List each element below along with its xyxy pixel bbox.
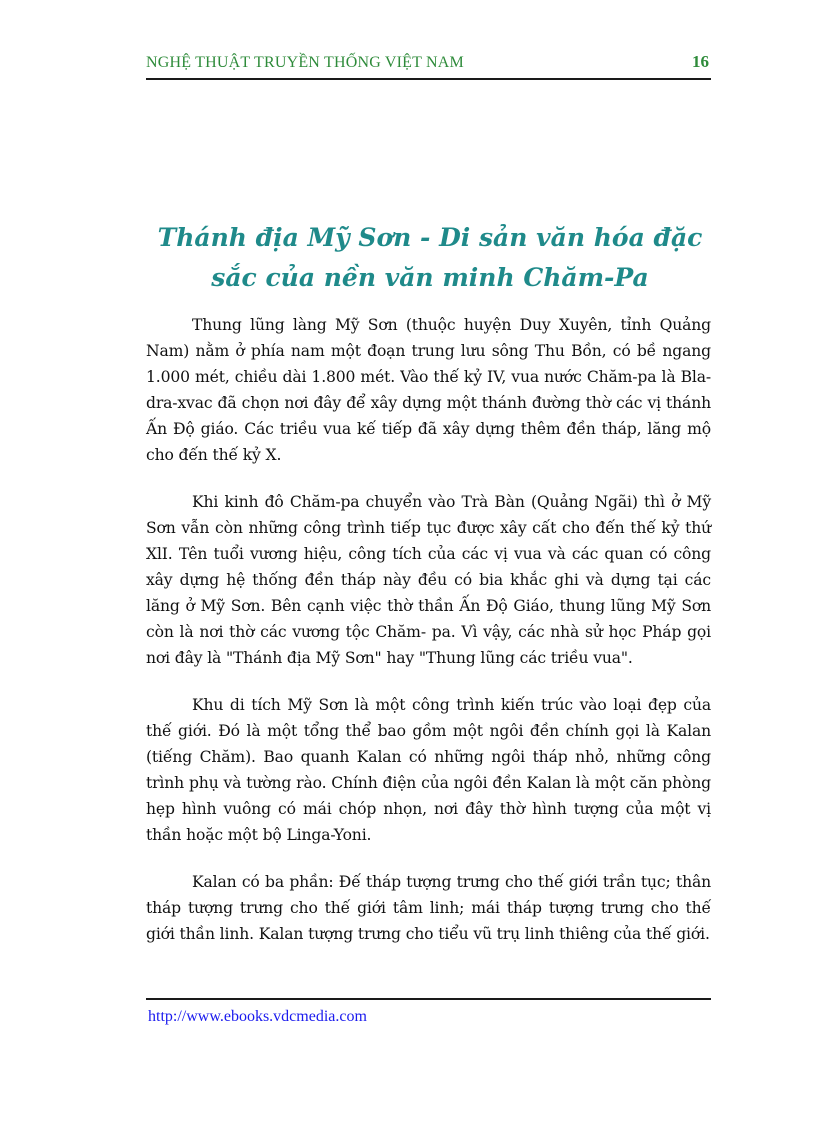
- footer-link[interactable]: http://www.ebooks.vdcmedia.com: [148, 1008, 367, 1025]
- article-title-line-2: sắc của nền văn minh Chăm-Pa: [211, 263, 649, 292]
- article-title: [120, 218, 740, 298]
- header-title: NGHỆ THUẬT TRUYỀN THỐNG VIỆT NAM: [146, 54, 464, 71]
- page-header: [146, 52, 711, 80]
- page-number: 16: [692, 52, 709, 71]
- article-title-line-1: Thánh địa Mỹ Sơn - Di sản văn hóa đặc: [157, 223, 703, 252]
- paragraph-1: Thung lũng làng Mỹ Sơn (thuộc huyện Duy Xuyên, tỉnh Quảng Nam) nằm ở phía nam một đoạn trung lưu sông Thu Bồn, có bề ngang 1.000 mét, chiều dài 1.800 mét. Vào thế kỷ IV, vua nước Chăm-pa là Bla-dra-xvac đã chọn nơi đây để xây dựng một thánh đường thờ các vị thánh Ấn Độ giáo. Các triều vua kế tiếp đã xây dựng thêm đền tháp, lăng mộ cho đến thế kỷ X.: [146, 316, 711, 464]
- paragraph-2: Khi kinh đô Chăm-pa chuyển vào Trà Bàn (Quảng Ngãi) thì ở Mỹ Sơn vẫn còn những công trình tiếp tục được xây cất cho đến thế kỷ thứ XlI. Tên tuổi vương hiệu, công tích của các vị vua và các quan có công xây dựng hệ thống đền tháp này đều có bia khắc ghi và dựng tại các lăng ở Mỹ Sơn. Bên cạnh việc thờ thần Ấn Độ Giáo, thung lũng Mỹ Sơn còn là nơi thờ các vương tộc Chăm- pa. Vì vậy, các nhà sử học Pháp gọi nơi đây là "Thánh địa Mỹ Sơn" hay "Thung lũng các triều vua".: [146, 493, 711, 667]
- article-body: [146, 312, 711, 968]
- paragraph-4: Kalan có ba phần: Đế tháp tượng trưng cho thế giới trần tục; thân tháp tượng trưng cho thế giới tâm linh; mái tháp tượng trưng cho thế giới thần linh. Kalan tượng trưng cho tiểu vũ trụ linh thiêng của thế giới.: [146, 873, 711, 943]
- paragraph-3: Khu di tích Mỹ Sơn là một công trình kiến trúc vào loại đẹp của thế giới. Đó là một tổng thể bao gồm một ngôi đền chính gọi là Kalan (tiếng Chăm). Bao quanh Kalan có những ngôi tháp nhỏ, những công trình phụ và tường rào. Chính điện của ngôi đền Kalan là một căn phòng hẹp hình vuông có mái chóp nhọn, nơi đây thờ hình tượng của một vị thần hoặc một bộ Linga-Yoni.: [146, 696, 711, 844]
- footer-divider: [146, 998, 711, 1000]
